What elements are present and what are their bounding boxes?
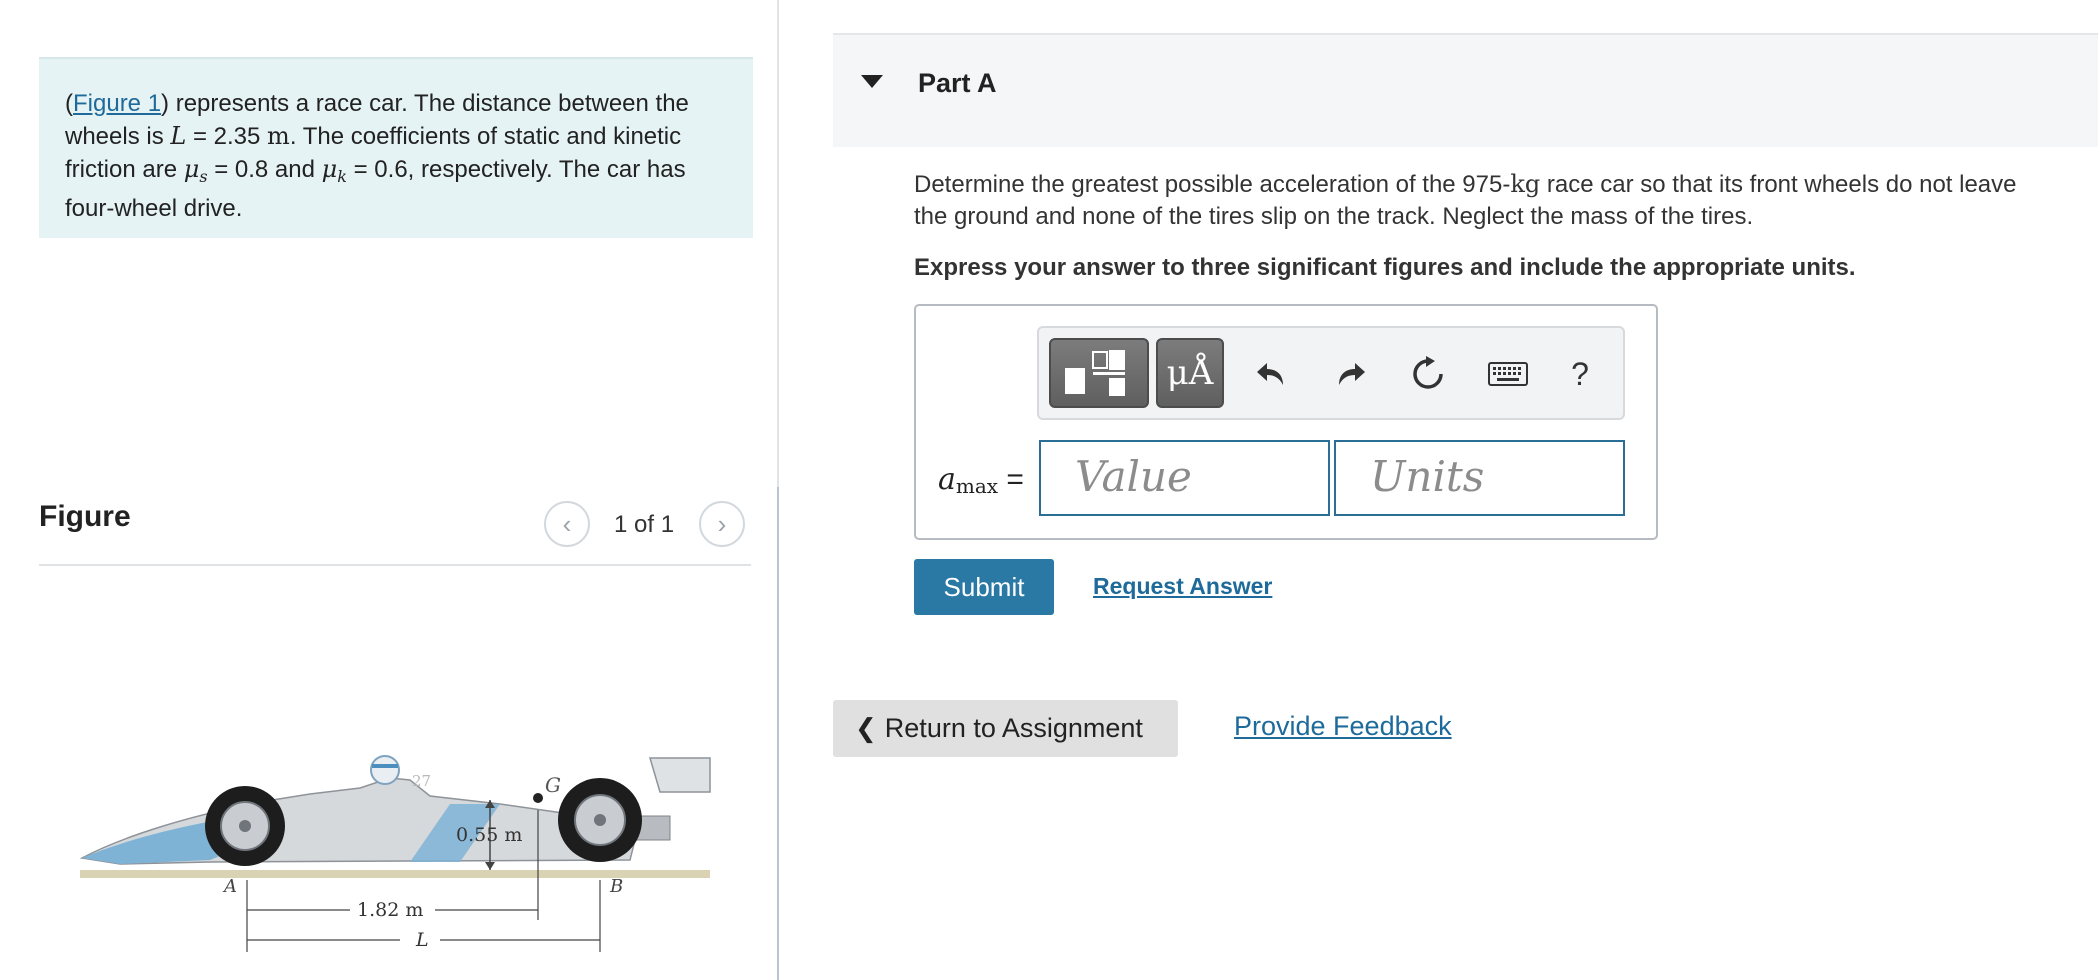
help-button[interactable]: ? [1571,355,1589,392]
rear-wing [650,758,710,792]
part-a-header[interactable] [833,33,2098,147]
undo-icon [1255,357,1289,391]
templates-button[interactable] [1049,338,1149,408]
instruction-text: Express your answer to three significant figures and include the appropriate units. [914,254,1856,281]
redo-icon [1333,357,1367,391]
variable-symbol: a [938,462,956,497]
math-toolbar [1037,326,1625,420]
height-arrow-bottom [485,862,495,870]
chevron-right-icon: › [717,508,727,539]
question-text [914,168,2054,233]
race-car-figure [60,730,720,960]
point-B-label: B [610,876,624,897]
undo-button[interactable] [1248,350,1296,398]
front-wheel-hub [594,814,606,826]
center-of-gravity-label: G [545,773,561,797]
answer-box [914,304,1658,540]
L-value: = 2.35 [186,123,268,150]
redo-button[interactable] [1326,350,1374,398]
submit-button[interactable]: Submit [914,559,1054,615]
keyboard-button[interactable] [1484,350,1532,398]
units-input[interactable]: Units [1334,440,1625,516]
chevron-left-icon: ‹ [562,508,572,539]
problem-statement: (Figure 1) represents a race car. The distance between the wheels is L = 2.35 m. The coefficients of static and kinetic friction are $\mu_s = 0.8$ and $\mu_k = 0.6$, respectively. The car has four-wheel drive. [39,57,753,238]
car-number: 27 [412,772,432,790]
driver-helmet [371,756,399,784]
caret-down-icon[interactable] [861,75,883,88]
mu-s-value: = 0.8 and [207,156,322,183]
return-label: Return to Assignment [884,713,1143,743]
mu-k-subscript: k [337,167,347,186]
mu-s-symbol: μ [183,155,200,183]
figure-link[interactable]: Figure 1 [73,90,162,117]
next-figure-button[interactable] [699,501,745,547]
answer-variable-label [938,462,1024,498]
return-to-assignment-button[interactable] [833,700,1178,757]
question-unit: kg [1510,170,1541,198]
figure-pager-count: 1 of 1 [614,511,675,538]
value-input[interactable]: Value [1039,440,1330,516]
question-text-2: race car so that its front wheels do not leave the ground and none of the tires slip on the track. Neglect the mass of the tires. [914,171,2017,230]
length-label: L [416,929,429,951]
panel-divider-handle[interactable] [777,487,779,980]
reset-icon [1410,356,1446,392]
distance-label: 1.82 m [357,899,424,921]
point-A-label: A [224,876,237,897]
problem-text-2: . The coefficients of static and kinetic friction are [65,123,682,183]
left-panel [0,0,778,980]
rear-wheel-hub [239,820,251,832]
L-symbol: L [170,122,187,150]
provide-feedback-link[interactable]: Provide Feedback [1234,711,1452,741]
L-unit: m [267,122,290,150]
variable-subscript: max [955,474,999,498]
keyboard-icon [1488,361,1528,387]
request-answer-link[interactable]: Request Answer [1093,573,1273,599]
reset-button[interactable] [1404,350,1452,398]
height-label: 0.55 m [456,824,523,846]
chevron-left-icon: ❮ [855,713,877,743]
mu-s-subscript: s [199,167,208,186]
mu-k-value: = 0.6, respectively. The car has four-wheel drive. [65,156,686,222]
equals-sign: = [998,463,1024,496]
question-text-1: Determine the greatest possible acceleration of the 975- [914,171,1511,198]
symbols-button[interactable]: μÅ [1156,338,1224,408]
templates-icon [1051,340,1147,406]
figure-heading: Figure [39,500,131,533]
problem-text-1: ) represents a race car. The distance between the wheels is [65,90,689,150]
previous-figure-button[interactable] [544,501,590,547]
figure-divider [39,564,751,566]
center-of-gravity-dot [533,793,543,803]
part-title: Part A [918,68,997,98]
mu-k-symbol: μ [321,155,338,183]
